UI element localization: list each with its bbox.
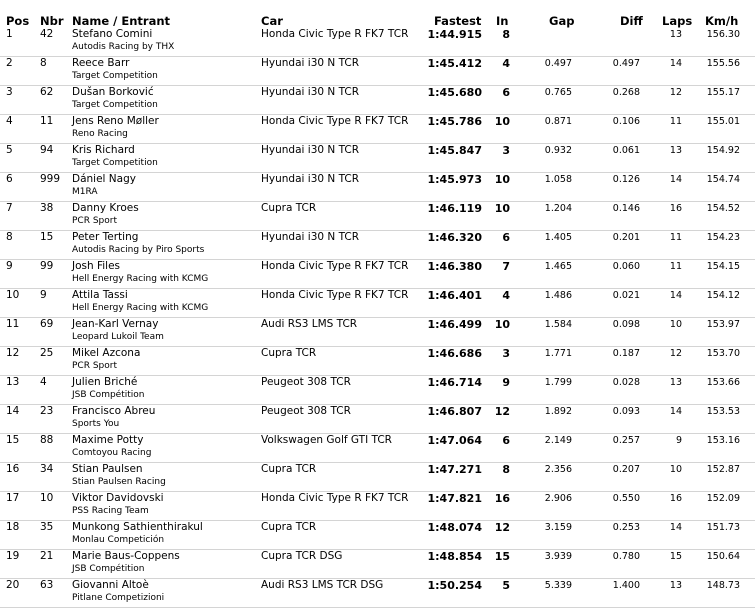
car-model: Volkswagen Golf GTI TCR: [261, 434, 392, 446]
car-model: Hyundai i30 N TCR: [261, 57, 360, 69]
gap-value: 1.892: [544, 406, 572, 417]
cell-nbr: 15: [40, 231, 54, 243]
diff-value: 0.253: [612, 522, 640, 533]
laps-count: 10: [669, 319, 682, 330]
cell-pos: 4: [6, 115, 13, 127]
in-lap: 9: [502, 376, 510, 389]
entrant-name: Reno Racing: [72, 129, 128, 139]
in-lap: 12: [494, 521, 510, 534]
car-model: Peugeot 308 TCR: [261, 376, 351, 388]
driver-name: Attila Tassi: [72, 289, 128, 301]
diff-value: 0.093: [612, 406, 640, 417]
laps-count: 14: [669, 58, 682, 69]
in-lap: 8: [502, 463, 510, 476]
entrant-name: Sports You: [72, 419, 120, 429]
table-row: [0, 579, 755, 608]
in-lap: 6: [502, 86, 510, 99]
header-pos: Pos: [6, 14, 30, 28]
fastest-lap: 1:48.854: [427, 550, 482, 563]
laps-count: 14: [669, 406, 682, 417]
gap-value: 1.405: [544, 232, 572, 243]
entrant-name: PCR Sport: [72, 216, 117, 226]
in-lap: 15: [494, 550, 510, 563]
driver-name: Dušan Borković: [72, 86, 154, 98]
car-model: Honda Civic Type R FK7 TCR: [261, 260, 409, 272]
fastest-lap: 1:45.847: [427, 144, 482, 157]
cell-nbr: 25: [40, 347, 54, 359]
speed-kmh: 153.16: [706, 435, 740, 446]
diff-value: 0.028: [612, 377, 640, 388]
driver-name: Dániel Nagy: [72, 173, 136, 185]
table-row: [0, 173, 755, 202]
table-row: [0, 405, 755, 434]
speed-kmh: 155.56: [706, 58, 740, 69]
in-lap: 8: [502, 28, 510, 41]
laps-count: 11: [669, 232, 682, 243]
cell-nbr: 9: [40, 289, 47, 301]
entrant-name: JSB Compétition: [72, 564, 145, 574]
speed-kmh: 151.73: [706, 522, 740, 533]
cell-pos: 6: [6, 173, 13, 185]
diff-value: 0.497: [612, 58, 640, 69]
gap-value: 0.497: [544, 58, 572, 69]
entrant-name: Leopard Lukoil Team: [72, 332, 164, 342]
car-model: Honda Civic Type R FK7 TCR: [261, 289, 409, 301]
entrant-name: Hell Energy Racing with KCMG: [72, 303, 209, 313]
gap-value: 1.799: [544, 377, 572, 388]
cell-nbr: 38: [40, 202, 54, 214]
gap-value: 2.149: [544, 435, 572, 446]
gap-value: 3.159: [544, 522, 572, 533]
speed-kmh: 153.53: [706, 406, 740, 417]
table-row: [0, 144, 755, 173]
car-model: Cupra TCR: [261, 202, 317, 214]
laps-count: 13: [669, 580, 682, 591]
diff-value: 0.106: [612, 116, 640, 127]
gap-value: 2.906: [544, 493, 572, 504]
diff-value: 0.207: [612, 464, 640, 475]
cell-nbr: 999: [40, 173, 61, 185]
fastest-lap: 1:46.807: [427, 405, 482, 418]
cell-pos: 11: [6, 318, 20, 330]
car-model: Cupra TCR: [261, 463, 317, 475]
driver-name: Peter Terting: [72, 231, 139, 243]
speed-kmh: 152.87: [706, 464, 740, 475]
table-row: [0, 492, 755, 521]
header-kmh: Km/h: [705, 14, 739, 28]
cell-pos: 13: [6, 376, 20, 388]
entrant-name: JSB Compétition: [72, 390, 145, 400]
laps-count: 11: [669, 261, 682, 272]
entrant-name: Monlau Competición: [72, 535, 165, 545]
table-header: [0, 0, 755, 28]
cell-pos: 17: [6, 492, 20, 504]
table-row: [0, 521, 755, 550]
entrant-name: Stian Paulsen Racing: [72, 477, 166, 487]
gap-value: 1.771: [544, 348, 572, 359]
speed-kmh: 148.73: [706, 580, 740, 591]
gap-value: 1.058: [544, 174, 572, 185]
table-row: [0, 86, 755, 115]
gap-value: 5.339: [544, 580, 572, 591]
in-lap: 16: [494, 492, 510, 505]
car-model: Cupra TCR DSG: [261, 550, 343, 562]
entrant-name: Pitlane Competizioni: [72, 593, 165, 603]
gap-value: 0.765: [544, 87, 572, 98]
cell-pos: 10: [6, 289, 20, 301]
entrant-name: M1RA: [72, 187, 98, 197]
header-gap: Gap: [549, 14, 575, 28]
cell-pos: 12: [6, 347, 20, 359]
gap-value: 2.356: [544, 464, 572, 475]
diff-value: 0.201: [612, 232, 640, 243]
laps-count: 11: [669, 116, 682, 127]
laps-count: 15: [669, 551, 682, 562]
cell-nbr: 99: [40, 260, 54, 272]
laps-count: 14: [669, 522, 682, 533]
driver-name: Kris Richard: [72, 144, 135, 156]
driver-name: Marie Baus-Coppens: [72, 550, 180, 562]
driver-name: Julien Briché: [72, 376, 138, 388]
table-row: [0, 289, 755, 318]
in-lap: 6: [502, 434, 510, 447]
speed-kmh: 154.23: [706, 232, 740, 243]
speed-kmh: 154.92: [706, 145, 740, 156]
cell-nbr: 4: [40, 376, 47, 388]
cell-nbr: 8: [40, 57, 47, 69]
cell-nbr: 88: [40, 434, 54, 446]
diff-value: 0.061: [612, 145, 640, 156]
cell-pos: 3: [6, 86, 13, 98]
entrant-name: Hell Energy Racing with KCMG: [72, 274, 209, 284]
table-row: [0, 28, 755, 57]
car-model: Honda Civic Type R FK7 TCR: [261, 492, 409, 504]
car-model: Cupra TCR: [261, 521, 317, 533]
gap-value: 1.486: [544, 290, 572, 301]
in-lap: 6: [502, 231, 510, 244]
laps-count: 13: [669, 145, 682, 156]
speed-kmh: 153.66: [706, 377, 740, 388]
car-model: Hyundai i30 N TCR: [261, 173, 360, 185]
car-model: Hyundai i30 N TCR: [261, 144, 360, 156]
cell-pos: 14: [6, 405, 20, 417]
gap-value: 1.465: [544, 261, 572, 272]
cell-pos: 15: [6, 434, 20, 446]
entrant-name: Comtoyou Racing: [72, 448, 152, 458]
cell-nbr: 63: [40, 579, 54, 591]
header-laps: Laps: [662, 14, 693, 28]
cell-pos: 1: [6, 28, 13, 40]
entrant-name: Target Competition: [72, 100, 158, 110]
table-row: [0, 57, 755, 86]
speed-kmh: 155.17: [706, 87, 740, 98]
driver-name: Munkong Sathienthirakul: [72, 521, 203, 533]
speed-kmh: 156.30: [706, 29, 740, 40]
cell-pos: 2: [6, 57, 13, 69]
in-lap: 10: [494, 173, 510, 186]
laps-count: 12: [669, 348, 682, 359]
laps-count: 14: [669, 290, 682, 301]
gap-value: 1.204: [544, 203, 572, 214]
fastest-lap: 1:45.412: [427, 57, 482, 70]
driver-name: Reece Barr: [72, 57, 130, 69]
driver-name: Jean-Karl Vernay: [72, 318, 159, 330]
entrant-name: PSS Racing Team: [72, 506, 149, 516]
in-lap: 4: [502, 57, 510, 70]
speed-kmh: 150.64: [706, 551, 740, 562]
cell-nbr: 62: [40, 86, 54, 98]
table-row: [0, 260, 755, 289]
driver-name: Maxime Potty: [72, 434, 144, 446]
car-model: Hyundai i30 N TCR: [261, 231, 360, 243]
laps-count: 12: [669, 87, 682, 98]
table-row: [0, 115, 755, 144]
cell-nbr: 23: [40, 405, 54, 417]
in-lap: 3: [502, 144, 510, 157]
laps-count: 13: [669, 377, 682, 388]
car-model: Audi RS3 LMS TCR: [261, 318, 358, 330]
fastest-lap: 1:46.380: [427, 260, 482, 273]
header-in: In: [496, 14, 509, 28]
cell-nbr: 35: [40, 521, 54, 533]
speed-kmh: 153.70: [706, 348, 740, 359]
car-model: Honda Civic Type R FK7 TCR: [261, 28, 409, 40]
fastest-lap: 1:46.320: [427, 231, 482, 244]
fastest-lap: 1:46.714: [427, 376, 482, 389]
fastest-lap: 1:45.680: [427, 86, 482, 99]
in-lap: 5: [502, 579, 510, 592]
fastest-lap: 1:46.499: [427, 318, 482, 331]
cell-pos: 19: [6, 550, 20, 562]
table-row: [0, 202, 755, 231]
in-lap: 3: [502, 347, 510, 360]
fastest-lap: 1:44.915: [427, 28, 482, 41]
diff-value: 0.146: [612, 203, 640, 214]
cell-nbr: 94: [40, 144, 54, 156]
diff-value: 1.400: [612, 580, 640, 591]
cell-pos: 18: [6, 521, 20, 533]
car-model: Hyundai i30 N TCR: [261, 86, 360, 98]
in-lap: 10: [494, 202, 510, 215]
table-row: [0, 347, 755, 376]
car-model: Cupra TCR: [261, 347, 317, 359]
fastest-lap: 1:45.786: [427, 115, 482, 128]
table-row: [0, 550, 755, 579]
header-name: Name / Entrant: [72, 14, 171, 28]
table-row: [0, 376, 755, 405]
driver-name: Mikel Azcona: [72, 347, 141, 359]
cell-pos: 7: [6, 202, 13, 214]
fastest-lap: 1:47.271: [427, 463, 482, 476]
entrant-name: PCR Sport: [72, 361, 117, 371]
speed-kmh: 154.12: [706, 290, 740, 301]
header-fastest: Fastest: [434, 14, 482, 28]
cell-nbr: 34: [40, 463, 54, 475]
diff-value: 0.021: [612, 290, 640, 301]
driver-name: Francisco Abreu: [72, 405, 156, 417]
in-lap: 4: [502, 289, 510, 302]
gap-value: 3.939: [544, 551, 572, 562]
speed-kmh: 154.74: [706, 174, 740, 185]
cell-pos: 20: [6, 579, 20, 591]
diff-value: 0.098: [612, 319, 640, 330]
laps-count: 10: [669, 464, 682, 475]
diff-value: 0.060: [612, 261, 640, 272]
in-lap: 12: [494, 405, 510, 418]
diff-value: 0.550: [612, 493, 640, 504]
fastest-lap: 1:46.119: [427, 202, 482, 215]
laps-count: 9: [675, 435, 682, 446]
laps-count: 16: [669, 493, 682, 504]
diff-value: 0.126: [612, 174, 640, 185]
speed-kmh: 152.09: [706, 493, 740, 504]
cell-nbr: 21: [40, 550, 54, 562]
fastest-lap: 1:47.064: [427, 434, 482, 447]
header-diff: Diff: [620, 14, 643, 28]
driver-name: Josh Files: [72, 260, 121, 272]
gap-value: 1.584: [544, 319, 572, 330]
table-row: [0, 434, 755, 463]
laps-count: 14: [669, 174, 682, 185]
driver-name: Viktor Davidovski: [72, 492, 164, 504]
header-car: Car: [261, 14, 283, 28]
gap-value: 0.932: [544, 145, 572, 156]
entrant-name: Target Competition: [72, 71, 158, 81]
speed-kmh: 154.52: [706, 203, 740, 214]
table-row: [0, 463, 755, 492]
cell-pos: 5: [6, 144, 13, 156]
driver-name: Danny Kroes: [72, 202, 139, 214]
entrant-name: Autodis Racing by THX: [72, 42, 175, 52]
diff-value: 0.257: [612, 435, 640, 446]
diff-value: 0.187: [612, 348, 640, 359]
car-model: Peugeot 308 TCR: [261, 405, 351, 417]
laps-count: 13: [669, 29, 682, 40]
laps-count: 16: [669, 203, 682, 214]
speed-kmh: 155.01: [706, 116, 740, 127]
cell-nbr: 10: [40, 492, 54, 504]
cell-nbr: 69: [40, 318, 54, 330]
gap-value: 0.871: [544, 116, 572, 127]
header-nbr: Nbr: [40, 14, 64, 28]
diff-value: 0.268: [612, 87, 640, 98]
fastest-lap: 1:50.254: [427, 579, 482, 592]
cell-nbr: 42: [40, 28, 54, 40]
speed-kmh: 154.15: [706, 261, 740, 272]
car-model: Honda Civic Type R FK7 TCR: [261, 115, 409, 127]
fastest-lap: 1:45.973: [427, 173, 482, 186]
in-lap: 7: [502, 260, 510, 273]
cell-pos: 16: [6, 463, 20, 475]
in-lap: 10: [494, 115, 510, 128]
fastest-lap: 1:47.821: [427, 492, 482, 505]
in-lap: 10: [494, 318, 510, 331]
car-model: Audi RS3 LMS TCR DSG: [261, 579, 384, 591]
diff-value: 0.780: [612, 551, 640, 562]
entrant-name: Target Competition: [72, 158, 158, 168]
cell-nbr: 11: [40, 115, 54, 127]
fastest-lap: 1:46.686: [427, 347, 482, 360]
driver-name: Jens Reno Møller: [72, 115, 159, 127]
fastest-lap: 1:46.401: [427, 289, 482, 302]
speed-kmh: 153.97: [706, 319, 740, 330]
driver-name: Giovanni Altoè: [72, 579, 149, 591]
driver-name: Stefano Comini: [72, 28, 153, 40]
table-row: [0, 231, 755, 260]
cell-pos: 9: [6, 260, 13, 272]
table-row: [0, 318, 755, 347]
cell-pos: 8: [6, 231, 13, 243]
entrant-name: Autodis Racing by Piro Sports: [72, 245, 205, 255]
driver-name: Stian Paulsen: [72, 463, 143, 475]
fastest-lap: 1:48.074: [427, 521, 482, 534]
